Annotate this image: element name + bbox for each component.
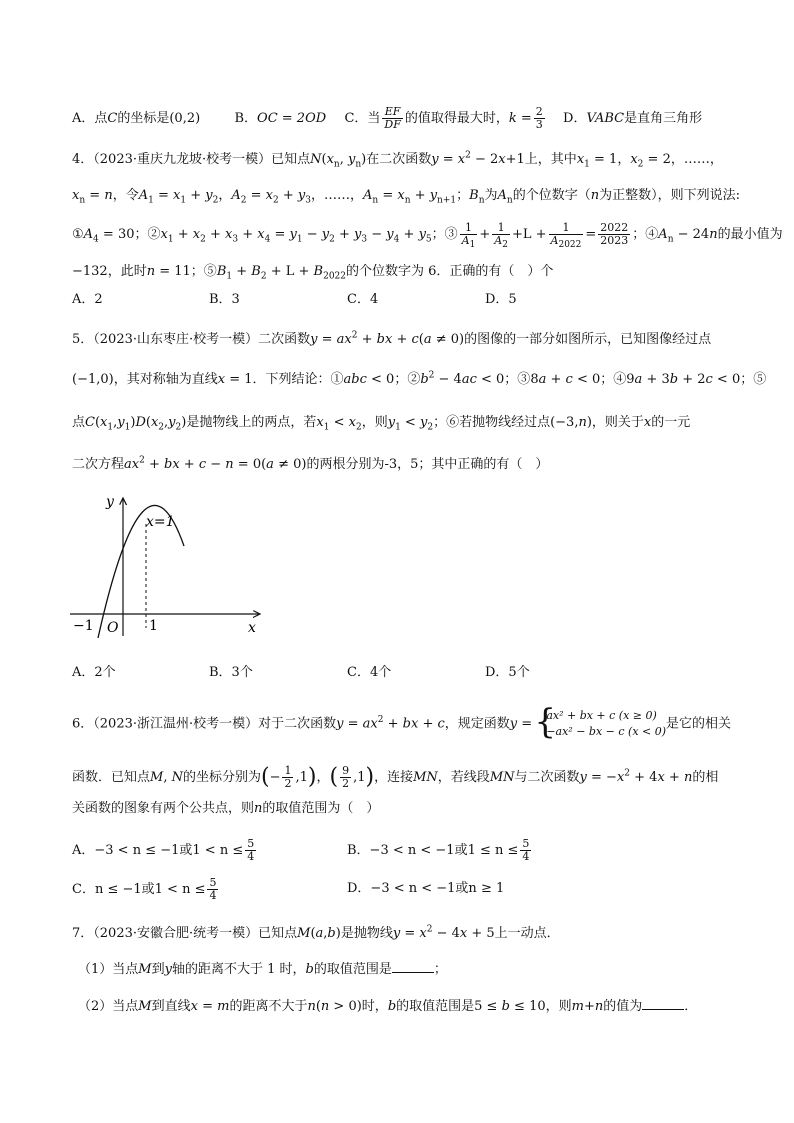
answer-blank-1[interactable] [392, 960, 434, 973]
q5-parabola-graph [66, 490, 266, 640]
q7-stem: 7．（2023·安徽合肥·统考一模）已知点M(a,b)是抛物线$y = x^2 - 4x + 5$上一动点． [72, 924, 560, 941]
q5-option-a[interactable]: A．2个 [72, 665, 116, 680]
q6-option-d[interactable]: D．−3 < n < −1或n ≥ 1 [347, 881, 505, 896]
q3-option-c: C．当 $\frac{EF}{DF}$ 的值取得最大时，k = $\frac{2}{3}$ [344, 105, 543, 131]
q4-option-c[interactable]: C．4 [347, 292, 379, 307]
q3-option-d: D．VABC是直角三角形 [563, 111, 703, 126]
q4-stem-line1: 4．（2023·重庆九龙坡·校考一模）已知点$N(x_n$, $y_n$)在二次函数$y = x^2 - 2x+1$上，其中$x_1 = 1$，$x_2 = 2$，……， [72, 150, 723, 170]
q5-stem-line3: 点$C(x_1,y_1)D(x_2,y_2)$是抛物线上的两点，若$x_1 < x_2$，则$y_1 < y_2$；⑥若抛物线经过点(−3,n)，则关于x的一元 [72, 415, 691, 433]
q4-option-b[interactable]: B．3 [209, 292, 240, 307]
symmetry-axis-label: x=1 [146, 514, 175, 530]
tick-label-neg1: −1 [73, 618, 94, 634]
q4-stem-line4: −132，此时n = 11；$⑤B_1 + B_2 + L + B_{2022}$的个位数字为 6．正确的有（ ）个 [72, 264, 554, 282]
q4-option-a[interactable]: A．2 [72, 292, 103, 307]
q6-option-c[interactable]: C．n ≤ −1或1 < n ≤ $\frac{5}{4}$ [72, 876, 217, 902]
q5-option-b[interactable]: B．3个 [209, 665, 253, 680]
q6-option-b[interactable]: B．−3 < n < −1或1 ≤ n ≤ $\frac{5}{4}$ [347, 837, 530, 863]
q4-option-d[interactable]: D．5 [485, 292, 517, 307]
q5-option-c[interactable]: C．4个 [347, 665, 392, 680]
q4-stem-line3: $①A_4 = 30$；$②x_1 + x_2 + x_3 + x_4 = y_1 - y_2 + y_3 - y_4 + y_5$；③ $\frac{1}{A_1}$ + $\frac{1}{A_2}$ +L + $\frac{1}{A_{2022}}$ = $\frac{2022}{2023}$ ；$④A_n - 24n$的最小值为 [72, 221, 783, 251]
piecewise-function: { ax² + bx + c (x ≥ 0) −ax² − bx − c (x < 0) [536, 708, 666, 740]
q6-stem-line3: 关函数的图象有两个公共点，则n的取值范围为（ ） [72, 801, 380, 816]
y-axis-label: y [106, 494, 114, 510]
q5-stem-line1: 5．（2023·山东枣庄·校考一模）二次函数$y = ax^2$ + bx + c(a ≠ 0)的图像的一部分如图所示，已知图像经过点 [72, 330, 712, 347]
x-axis-label: x [248, 620, 256, 636]
q3-options-line [72, 106, 702, 131]
answer-blank-2[interactable] [642, 997, 684, 1010]
q6-stem-line2: 函数．已知点M, N的坐标分别为(− $\frac{1}{2}$ ,1)，( $\frac{9}{2}$ ,1)，连接MN，若线段MN与二次函数$y = -x^2 + 4x + n$的相 [72, 764, 719, 790]
origin-label: O [107, 620, 119, 636]
q7-subquestion-2: （2）当点M到直线x = m的距离不大于n(n > 0)时，b的取值范围是5 ≤ b ≤ 10，则m+n的值为 ． [78, 999, 698, 1014]
q6-option-a[interactable]: A．−3 < n ≤ −1或1 < n ≤ $\frac{5}{4}$ [72, 837, 255, 863]
q5-stem-line2: (−1,0)，其对称轴为直线x = 1．下列结论：①abc < 0；$②b^2 - 4ac < 0$；③8a + c < 0；④9a + 3b + 2c < 0；⑤ [72, 370, 767, 387]
tick-label-1: 1 [149, 618, 158, 634]
q7-subquestion-1: （1）当点M到y轴的距离不大于 1 时，b的取值范围是 ； [78, 962, 447, 977]
q4-stem-line2: $x_n = n$，令$A_1 = x_1 + y_2$，$A_2 = x_2 + y_3$，……，$A_n = x_n + y_{n+1}$；$B_n$为$A_n$的个位数字（n为正整数），则下列说法: [72, 188, 740, 206]
q5-option-d[interactable]: D．5个 [485, 665, 530, 680]
q6-stem-line1: 6．（2023·浙江温州·校考一模）对于二次函数$y = ax^2$ + bx + c，规定函数y = { ax² + bx + c (x ≥ 0) −ax² − bx − c (x < 0) 是它的相关 [72, 708, 731, 740]
q5-stem-line4: 二次方程$ax^2$ + bx + c − n = 0(a ≠ 0)的两根分别为-3，5；其中正确的有（ ） [72, 455, 549, 472]
q3-option-a: A．点C的坐标是(0,2) [72, 111, 201, 126]
q3-option-b: B．OC = 2OD [234, 111, 327, 126]
